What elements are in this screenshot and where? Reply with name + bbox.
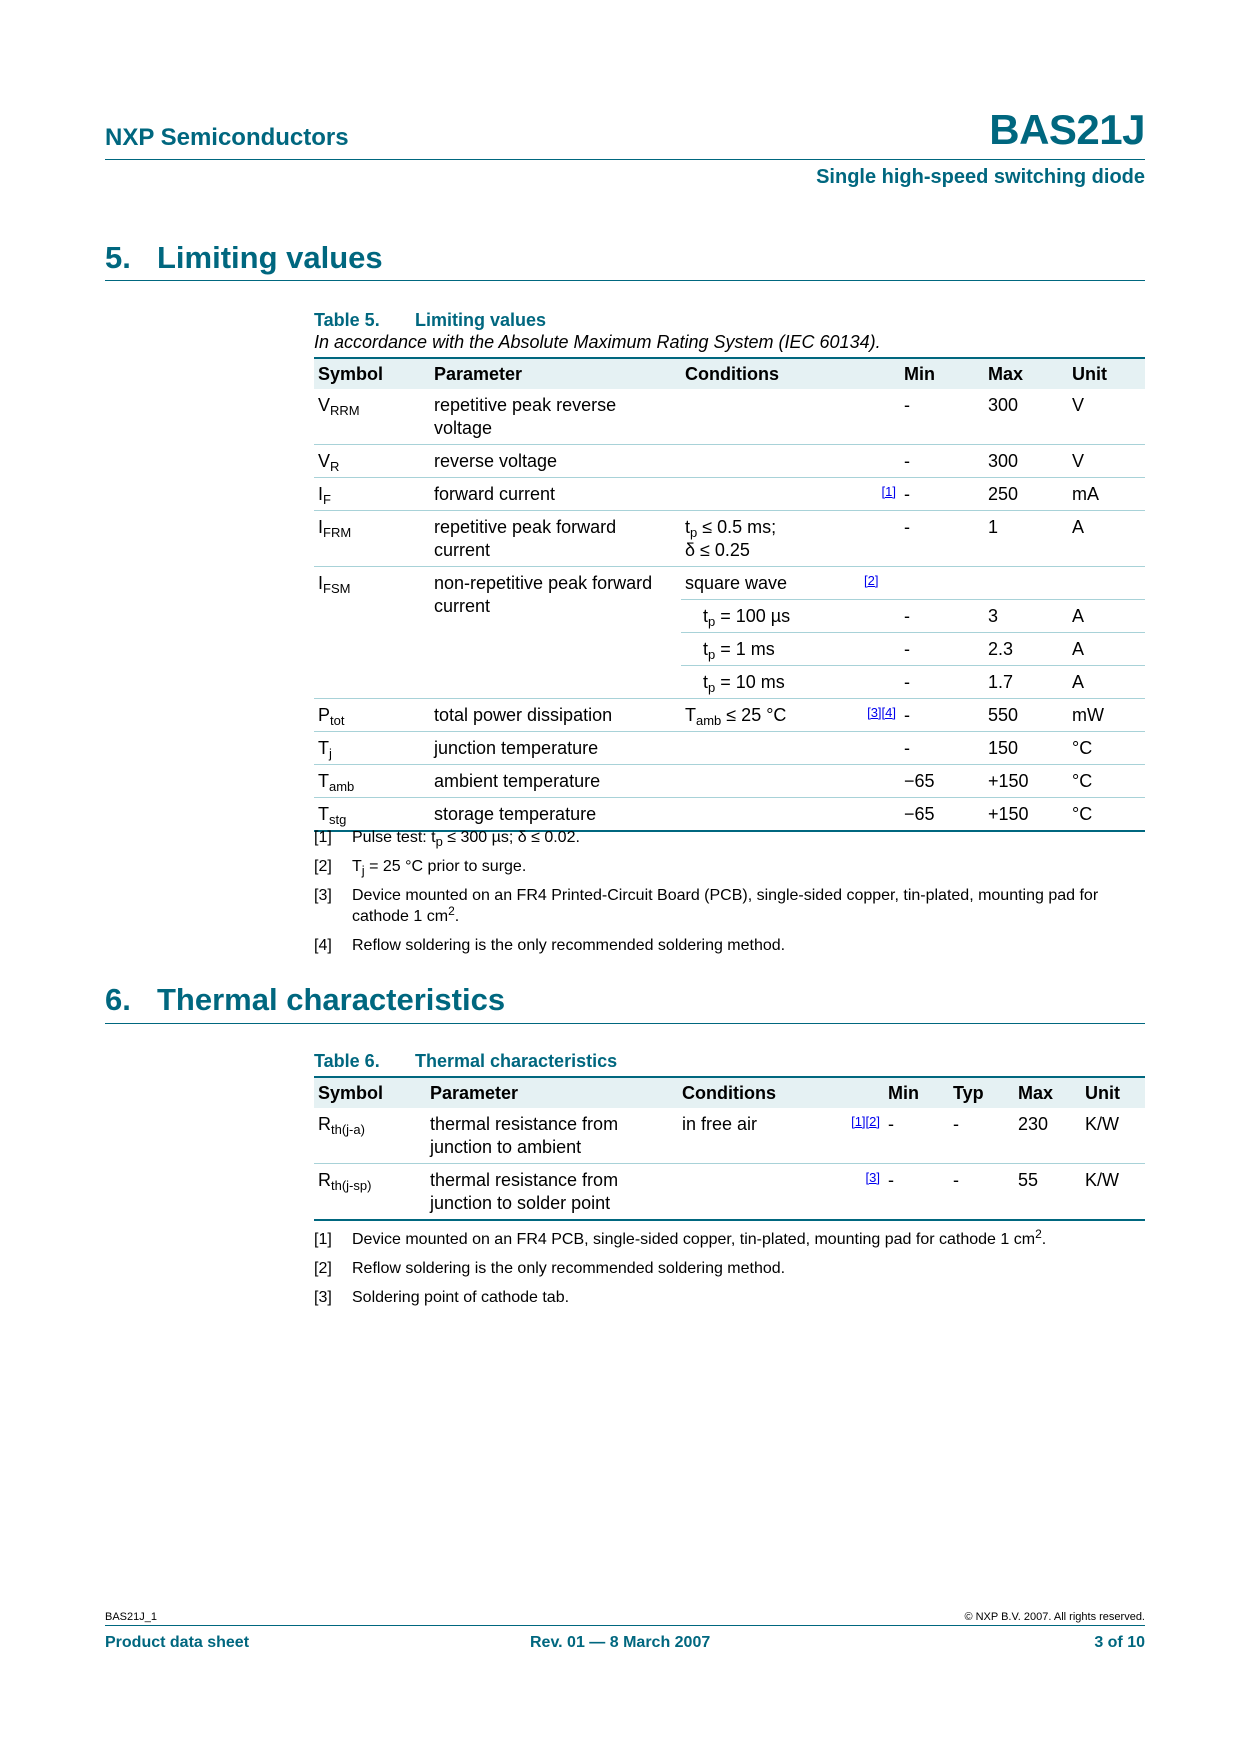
document-id: BAS21J_1	[105, 1611, 157, 1623]
unit: A	[1068, 511, 1145, 567]
parameter: repetitive peak forward current	[430, 511, 681, 567]
table-6-caption	[314, 1051, 617, 1072]
section-number: 5.	[105, 240, 131, 275]
col-ref	[860, 358, 900, 389]
footnote-link[interactable]: [3][4]	[867, 705, 896, 720]
parameter: total power dissipation	[430, 699, 681, 732]
symbol: $V_{RRM}$	[314, 389, 430, 445]
min: -	[900, 699, 984, 732]
symbol: $I_{FRM}$	[314, 511, 430, 567]
conditions	[678, 1164, 838, 1221]
ref	[860, 699, 900, 732]
footnote-link[interactable]: [3]	[865, 1170, 880, 1185]
col-max: Max	[1014, 1077, 1081, 1108]
table-title: Limiting values	[415, 310, 547, 330]
table-row	[314, 567, 1145, 600]
conditions	[681, 478, 860, 511]
col-max: Max	[984, 358, 1068, 389]
table-header-row	[314, 358, 1145, 389]
table-5-caption	[314, 310, 546, 331]
col-unit: Unit	[1081, 1077, 1145, 1108]
footnote: [1] Device mounted on an FR4 PCB, single-sided copper, tin-plated, mounting pad for cathode 1 $cm^2$.	[314, 1227, 1047, 1248]
ref	[860, 732, 900, 765]
footnote: [2] $T_j = 25$ °C prior to surge.	[314, 858, 527, 878]
section-6-heading	[105, 982, 505, 1018]
section-number: 6.	[105, 982, 131, 1017]
footer-divider	[105, 1625, 1145, 1626]
section-5-heading	[105, 240, 383, 276]
col-symbol: Symbol	[314, 358, 430, 389]
table-row	[314, 732, 1145, 765]
unit: mA	[1068, 478, 1145, 511]
min: −65	[900, 798, 984, 832]
ref	[838, 1164, 884, 1221]
document-subtitle: Single high-speed switching diode	[816, 166, 1145, 188]
page-number: 3 of 10	[1094, 1634, 1145, 1651]
max: +150	[984, 798, 1068, 832]
parameter: forward current	[430, 478, 681, 511]
document-type: Product data sheet	[105, 1634, 250, 1651]
symbol: $T_{amb}$	[314, 765, 430, 798]
ref	[860, 666, 900, 699]
parameter: thermal resistance from junction to solder point	[426, 1164, 678, 1221]
col-conditions: Conditions	[681, 358, 860, 389]
section-title: Limiting values	[157, 240, 383, 275]
thermal-characteristics-table	[314, 1076, 1145, 1221]
max: 250	[984, 478, 1068, 511]
min	[900, 567, 984, 600]
unit: A	[1068, 666, 1145, 699]
parameter: thermal resistance from junction to ambient	[426, 1108, 678, 1164]
max	[984, 567, 1068, 600]
symbol: $I_F$	[314, 478, 430, 511]
parameter: non-repetitive peak forward current	[430, 567, 681, 699]
limiting-values-table	[314, 357, 1145, 832]
ref	[860, 798, 900, 832]
unit	[1068, 567, 1145, 600]
unit: A	[1068, 600, 1145, 633]
ref	[860, 765, 900, 798]
table-label: Table 5.	[314, 310, 380, 330]
unit: V	[1068, 445, 1145, 478]
conditions	[681, 445, 860, 478]
col-conditions: Conditions	[678, 1077, 838, 1108]
header-divider	[105, 159, 1145, 160]
max: 150	[984, 732, 1068, 765]
max: 1.7	[984, 666, 1068, 699]
col-typ: Typ	[949, 1077, 1014, 1108]
min: -	[884, 1164, 949, 1221]
col-parameter: Parameter	[430, 358, 681, 389]
footnote-link[interactable]: [1]	[881, 484, 896, 499]
max: 230	[1014, 1108, 1081, 1164]
ref	[860, 511, 900, 567]
max: 55	[1014, 1164, 1081, 1221]
col-min: Min	[900, 358, 984, 389]
min: -	[900, 445, 984, 478]
parameter: ambient temperature	[430, 765, 681, 798]
col-min: Min	[884, 1077, 949, 1108]
conditions: $t_p = 10$ ms	[681, 666, 860, 699]
ref	[860, 478, 900, 511]
table-title: Thermal characteristics	[415, 1051, 618, 1071]
part-number: BAS21J	[989, 106, 1145, 153]
unit: mW	[1068, 699, 1145, 732]
footnote: [3] Soldering point of cathode tab.	[314, 1289, 570, 1306]
min: -	[900, 600, 984, 633]
symbol: $I_{FSM}$	[314, 567, 430, 699]
footnote-link[interactable]: [1][2]	[851, 1114, 880, 1129]
table-5-note: In accordance with the Absolute Maximum Rating System (IEC 60134).	[314, 332, 881, 352]
col-unit: Unit	[1068, 358, 1145, 389]
symbol: $T_j$	[314, 732, 430, 765]
ref	[860, 389, 900, 445]
min: -	[900, 666, 984, 699]
unit: K/W	[1081, 1108, 1145, 1164]
conditions: $t_p \le 0.5$ ms; δ ≤ 0.25	[681, 511, 860, 567]
col-symbol: Symbol	[314, 1077, 426, 1108]
unit: V	[1068, 389, 1145, 445]
max: 3	[984, 600, 1068, 633]
min: -	[884, 1108, 949, 1164]
footnote-link[interactable]: [2]	[864, 573, 879, 588]
unit: °C	[1068, 798, 1145, 832]
table-header-row	[314, 1077, 1145, 1108]
footnote: [1] Pulse test: $t_p \le 300$ µs; δ ≤ 0.02.	[314, 829, 580, 849]
revision: Rev. 01 — 8 March 2007	[530, 1634, 711, 1651]
ref	[860, 445, 900, 478]
copyright: © NXP B.V. 2007. All rights reserved.	[964, 1611, 1145, 1623]
conditions	[681, 765, 860, 798]
table-row	[314, 765, 1145, 798]
conditions	[681, 389, 860, 445]
typ: -	[949, 1164, 1014, 1221]
conditions: in free air	[678, 1108, 838, 1164]
parameter: reverse voltage	[430, 445, 681, 478]
col-ref	[838, 1077, 884, 1108]
min: -	[900, 511, 984, 567]
typ: -	[949, 1108, 1014, 1164]
unit: °C	[1068, 765, 1145, 798]
ref	[838, 1108, 884, 1164]
table-row	[314, 478, 1145, 511]
section-divider	[105, 1023, 1145, 1024]
table-row	[314, 445, 1145, 478]
max: 1	[984, 511, 1068, 567]
symbol: $R_{th(j-a)}$	[314, 1108, 426, 1164]
symbol: $P_{tot}$	[314, 699, 430, 732]
table-row	[314, 389, 1145, 445]
conditions: square wave	[681, 567, 860, 600]
unit: K/W	[1081, 1164, 1145, 1221]
conditions: $T_{amb} \le 25$ °C	[681, 699, 860, 732]
max: 550	[984, 699, 1068, 732]
conditions	[681, 732, 860, 765]
section-title: Thermal characteristics	[157, 982, 506, 1017]
min: -	[900, 633, 984, 666]
max: 300	[984, 445, 1068, 478]
unit: °C	[1068, 732, 1145, 765]
table-row	[314, 798, 1145, 832]
parameter: junction temperature	[430, 732, 681, 765]
table-row	[314, 511, 1145, 567]
ref	[860, 633, 900, 666]
max: 300	[984, 389, 1068, 445]
ref	[860, 567, 900, 600]
conditions: $t_p = 100$ µs	[681, 600, 860, 633]
footnote: [4] Reflow soldering is the only recommended soldering method.	[314, 937, 786, 954]
min: -	[900, 732, 984, 765]
min: -	[900, 478, 984, 511]
ref	[860, 600, 900, 633]
min: -	[900, 389, 984, 445]
conditions	[681, 798, 860, 832]
min: −65	[900, 765, 984, 798]
max: +150	[984, 765, 1068, 798]
parameter: storage temperature	[430, 798, 681, 832]
table-row	[314, 1164, 1145, 1221]
table-row	[314, 1108, 1145, 1164]
footnote: [3] Device mounted on an FR4 Printed-Circuit Board (PCB), single-sided copper, tin-plated, mounting pad for cathode 1 $cm^2$.	[314, 887, 1099, 925]
section-divider	[105, 280, 1145, 281]
symbol: $T_{stg}$	[314, 798, 430, 832]
table-label: Table 6.	[314, 1051, 380, 1071]
company-name: NXP Semiconductors	[105, 124, 349, 151]
unit: A	[1068, 633, 1145, 666]
col-parameter: Parameter	[426, 1077, 678, 1108]
max: 2.3	[984, 633, 1068, 666]
symbol: $V_R$	[314, 445, 430, 478]
conditions: $t_p = 1$ ms	[681, 633, 860, 666]
parameter: repetitive peak reverse voltage	[430, 389, 681, 445]
table-row	[314, 699, 1145, 732]
footnote: [2] Reflow soldering is the only recommended soldering method.	[314, 1260, 786, 1277]
symbol: $R_{th(j-sp)}$	[314, 1164, 426, 1221]
